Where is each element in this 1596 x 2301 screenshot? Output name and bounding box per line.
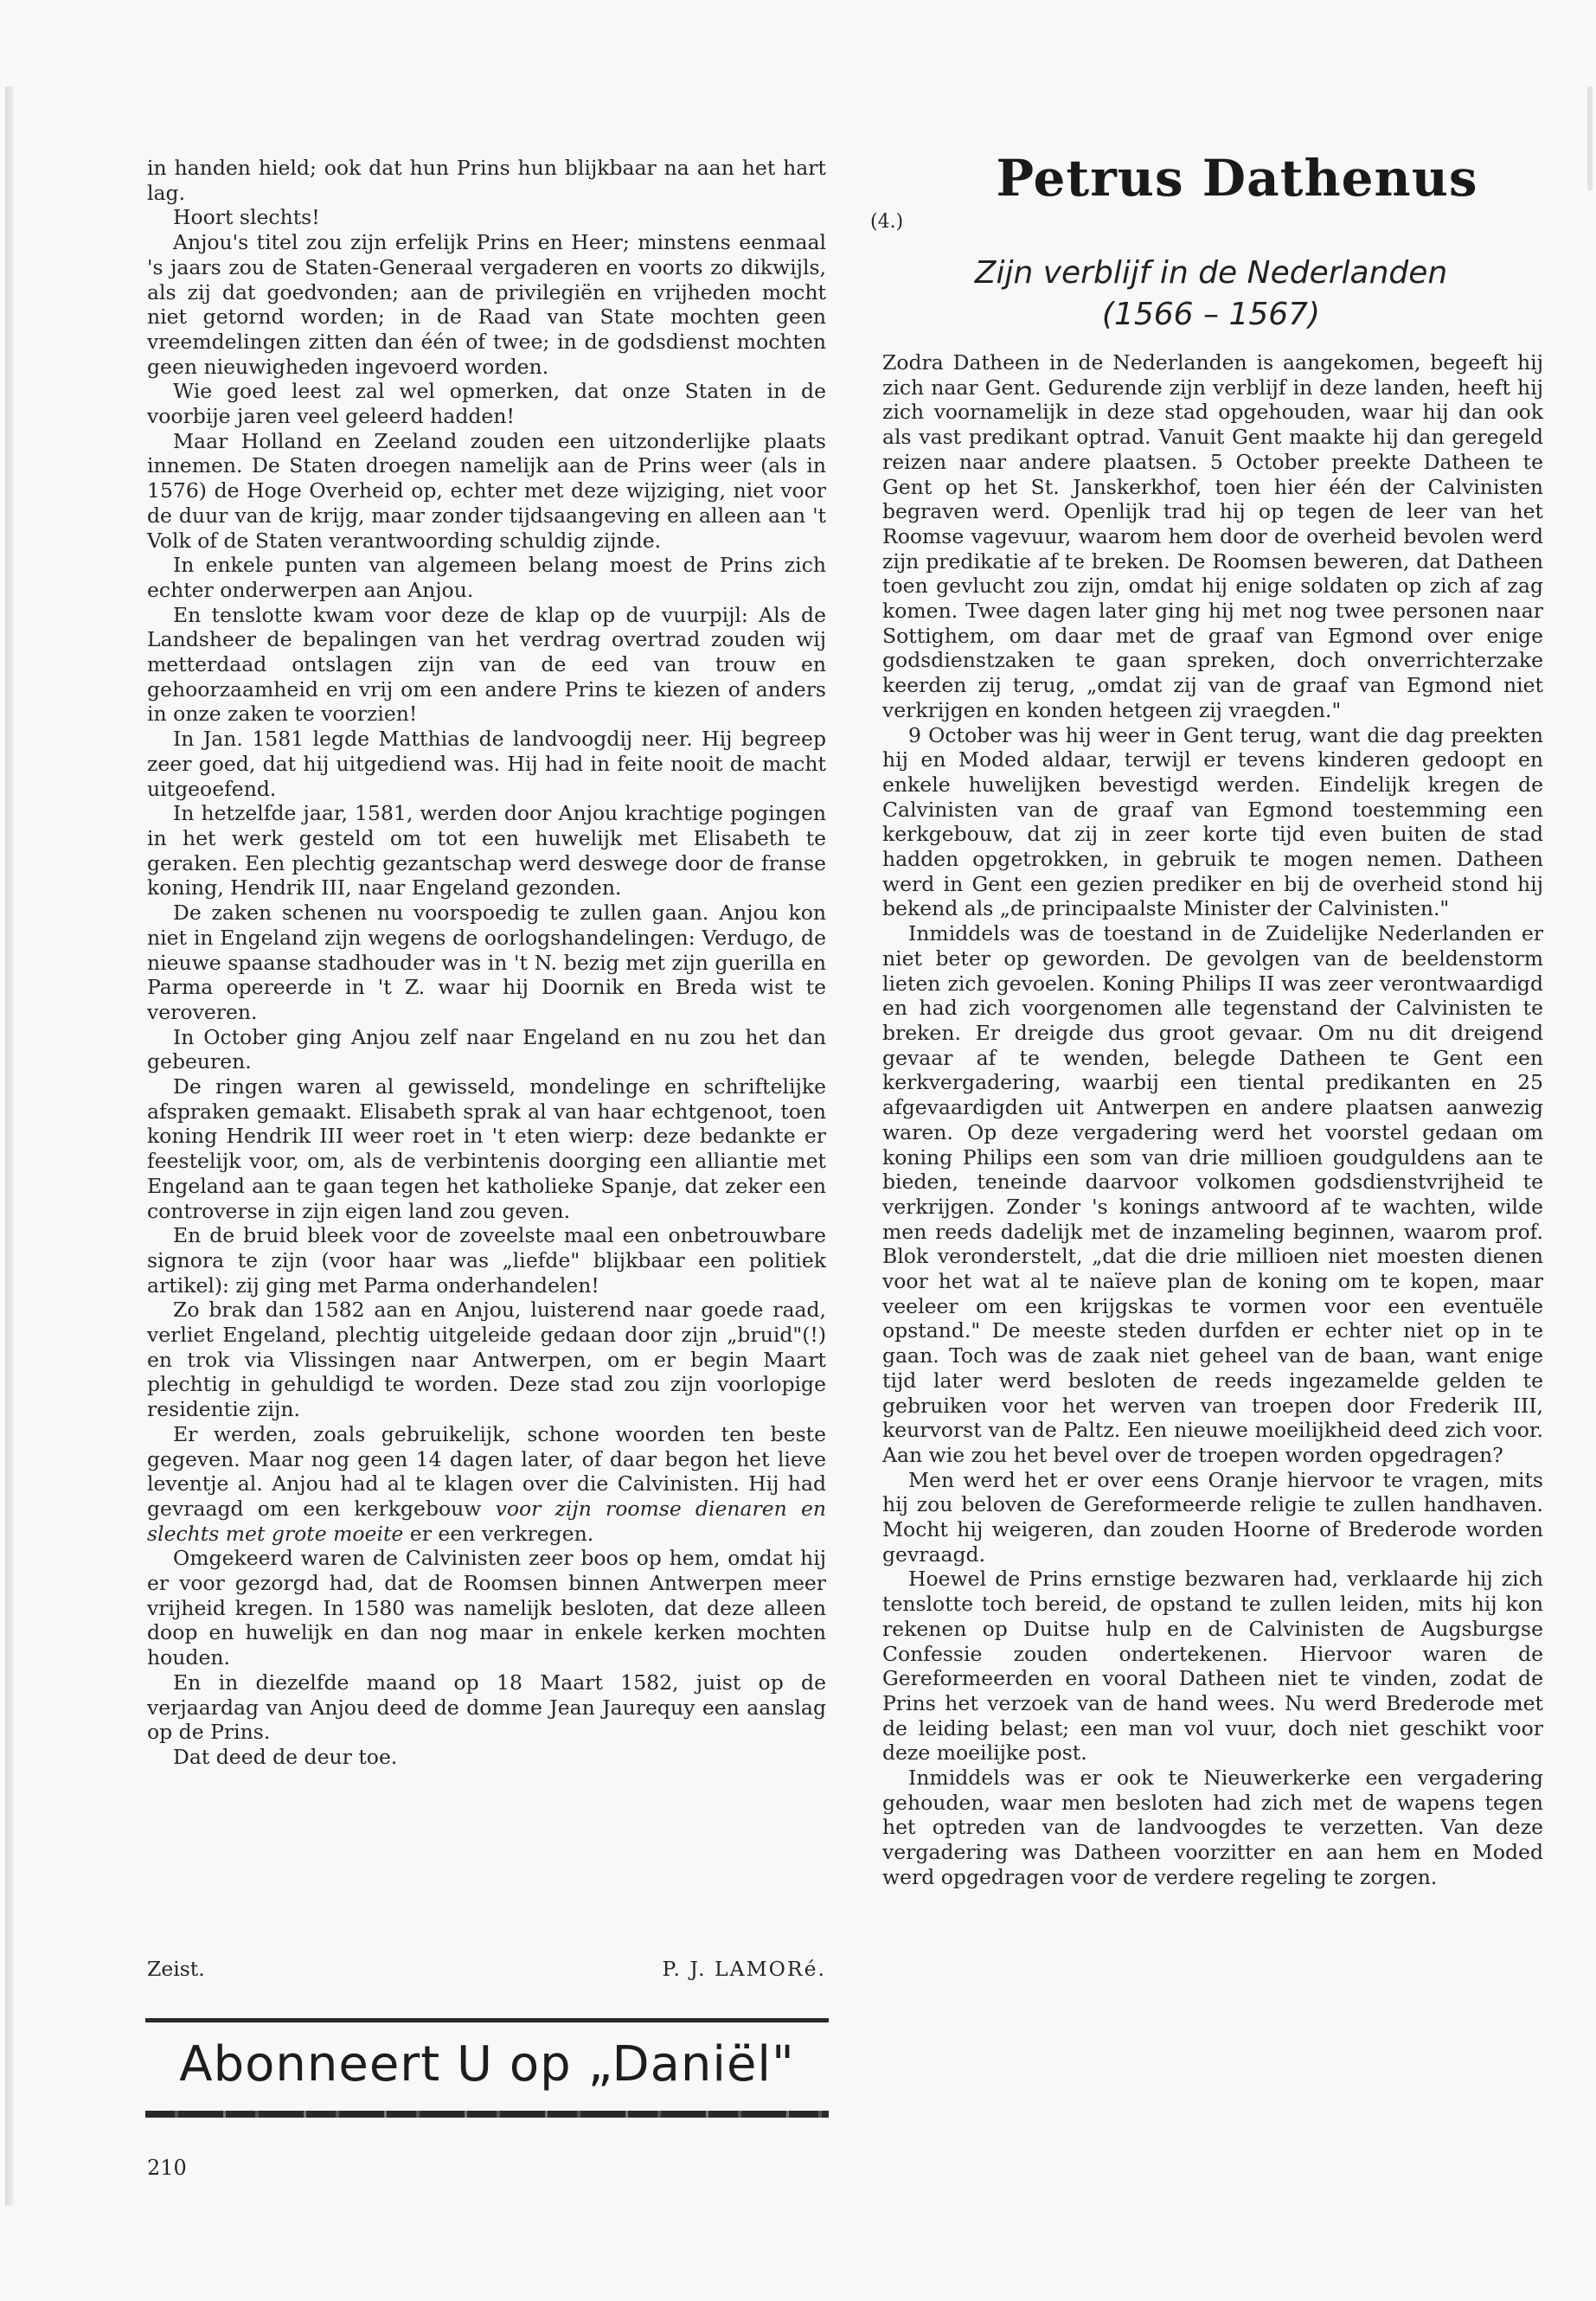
right-paragraph: Men werd het er over eens Oranje hiervoor te vragen, mits hij zou beloven de Gereformeerde religie te zullen handhaven. Mocht hij weigeren, dan zouden Hoorne of Brederode worden gevraagd. [882, 1467, 1543, 1567]
left-paragraph: Zo brak dan 1582 aan en Anjou, luisterend naar goede raad, verliet Engeland, plechtig uitgeleide gedaan door zijn „bruid"(!) en trok via Vlissingen naar Antwerpen, om er begin Maart plechtig in gehuldigd te worden. Deze stad zou zijn voorlopige residentie zijn. [147, 1298, 826, 1422]
left-column [147, 156, 826, 1770]
right-paragraph: Inmiddels was de toestand in de Zuidelijke Nederlanden er niet beter op geworden. De gevolgen van de beeldenstorm lieten zich gevoelen. Koning Philips II was zeer verontwaardigd en had zich voorgenomen alle tegenstand der Calvinisten te breken. Er dreigde dus groot gevaar. Om nu dit dreigend gevaar af te wenden, belegde Datheen te Gent een kerkvergadering, waarbij een tiental predikanten en 25 afgevaardigden uit Antwerpen en andere plaatsen aanwezig waren. Op deze vergadering werd het voorstel gedaan om koning Philips een som van drie millioen goudguldens aan te bieden, teneinde daarvoor volkomen godsdienstvrijheid te verkrijgen. Zonder 's konings antwoord af te wachten, wilde men reeds dadelijk met de inzameling beginnen, waarom prof. Blok veronderstelt, „dat die drie millioen niet moesten dienen voor het wat al te naïeve plan de koning om te kopen, maar veeleer om een krijgskas te vormen voor een eventuële opstand." De meeste steden durfden er echter niet op in te gaan. Toch was de zaak niet geheel van de baan, want enige tijd later werd besloten de reeds ingezamelde gelden te gebruiken voor het werven van troepen door Frederik III, keurvorst van de Paltz. Een nieuwe moeilijkheid deed zich voor. Aan wie zou het bevel over de troepen worden opgedragen? [882, 921, 1543, 1467]
page-number: 210 [147, 2156, 187, 2180]
subtitle-line: (1566 – 1567) [1101, 297, 1321, 332]
advert-text: Abonneert U op „Daniël" [179, 2036, 795, 2093]
left-paragraph: En de bruid bleek voor de zoveelste maal een onbetrouwbare signora te zijn (voor haar was „liefde" blijkbaar een politiek artikel): zij ging met Parma onderhandelen! [147, 1223, 826, 1298]
left-paragraph: In enkele punten van algemeen belang moest de Prins zich echter onderwerpen aan Anjou. [147, 553, 826, 602]
left-paragraph: In hetzelfde jaar, 1581, werden door Anjou krachtige pogingen in het werk gesteld om tot een huwelijk met Elisabeth te geraken. Een plechtig gezantschap werd deswege door de franse koning, Hendrik III, naar Engeland gezonden. [147, 801, 826, 901]
left-paragraph: De ringen waren al gewisseld, mondelinge en schriftelijke afspraken gemaakt. Elisabeth sprak al van haar echtgenoot, toen koning Hendrik III weer roet in 't eten wierp: deze bedankte er feestelijk voor, om, als de verbintenis doorging een alliantie met Engeland aan te gaan tegen het katholieke Spanje, dat zeker een controverse in zijn eigen land zou geven. [147, 1074, 826, 1223]
left-paragraph: Omgekeerd waren de Calvinisten zeer boos op hem, omdat hij er voor gezorgd had, dat de Roomsen binnen Antwerpen meer vrijheid kregen. In 1580 was namelijk besloten, dat deze alleen doop en huwelijk en dan nog maar in enkele kerken mochten houden. [147, 1546, 826, 1670]
place-name: Zeist. [147, 1957, 205, 1981]
subtitle-line: Zijn verblijf in de Nederlanden [974, 255, 1448, 291]
scan-edge-right [1587, 87, 1593, 190]
right-paragraph: Inmiddels was er ook te Nieuwerkerke een vergadering gehouden, waar men besloten had zich met de wapens tegen het optreden van de landvoogdes te verzetten. Van deze vergadering was Datheen voorzitter en aan hem en Moded werd opgedragen voor de verdere regeling te zorgen. [882, 1766, 1543, 1889]
left-paragraph: De zaken schenen nu voorspoedig te zullen gaan. Anjou kon niet in Engeland zijn wegens de oorlogshandelingen: Verdugo, de nieuwe spaanse stadhouder was in 't N. bezig met zijn guerilla en Parma opereerde in 't Z. waar hij Doornik en Breda wist te veroveren. [147, 901, 826, 1024]
series-number: (4.) [870, 211, 904, 233]
left-paragraph-mixed [147, 1422, 826, 1547]
text-run: er een verkregen. [409, 1521, 594, 1546]
left-paragraph: Maar Holland en Zeeland zouden een uitzonderlijke plaats innemen. De Staten droegen namelijk aan de Prins weer (als in 1576) de Hoge Overheid op, echter met deze wijziging, niet voor de duur van de krijg, maar zonder tijdsaangeving en alleen aan 't Volk of de Staten verantwoording schuldig zijnde. [147, 428, 826, 553]
left-paragraph: En tenslotte kwam voor deze de klap op de vuurpijl: Als de Landsheer de bepalingen van het verdrag overtrad zouden wij metterdaad ontslagen zijn van de eed van trouw en gehoorzaamheid en vrij om een andere Prins te kiezen of anders in onze zaken te voorzien! [147, 602, 826, 727]
text-run: Er werden, zoals gebruikelijk, schone woorden ten beste gegeven. Maar nog geen 14 dagen later, of daar begon het lieve leventje al. Anjou had al te klagen over die Calvinisten. Hij had gevraagd om een kerkgebouw [147, 1421, 826, 1521]
italic-text-run: voor zijn roomse dienaren en slechts met grote moeite [147, 1496, 826, 1546]
signature-line [147, 1957, 826, 1981]
article-title: Petrus Dathenus [996, 149, 1478, 208]
left-paragraph: Wie goed leest zal wel opmerken, dat onze Staten in de voorbije jaren veel geleerd hadden! [147, 379, 826, 429]
left-paragraph: En in diezelfde maand op 18 Maart 1582, juist op de verjaardag van Anjou deed de domme Jean Jaurequy een aanslag op de Prins. [147, 1670, 826, 1745]
right-column [882, 350, 1543, 1890]
left-paragraph: Anjou's titel zou zijn erfelijk Prins en Heer; minstens eenmaal 's jaars zou de Staten-Generaal vergaderen en voorts zo dikwijls, als zij dat goedvonden; aan de privilegiën en vrijheden mocht niet getornd worden; in de Raad van State mochten geen vreemdelingen zitten dan één of twee; in de godsdienst mochten geen nieuwigheden ingevoerd worden. [147, 230, 826, 379]
scan-edge-left [5, 87, 14, 2206]
left-paragraph: In Jan. 1581 legde Matthias de landvoogdij neer. Hij begreep zeer goed, dat hij uitgediend was. Hij had in feite nooit de macht uitgeoefend. [147, 727, 826, 801]
right-paragraph: Hoewel de Prins ernstige bezwaren had, verklaarde hij zich tenslotte toch bereid, de opstand te zullen leiden, mits hij kon rekenen op Duitse hulp en de Calvinisten de Augsburgse Confessie zouden ondertekenen. Hiervoor waren de Gereformeerden en vooral Datheen niet te vinden, zodat de Prins het verzoek van de hand wees. Nu werd Brederode met de leiding belast; een man vol vuur, doch niet geschikt voor deze moeilijke post. [882, 1567, 1543, 1766]
left-paragraph: in handen hield; ook dat hun Prins hun blijkbaar na aan het hart lag. [147, 156, 826, 205]
article-subtitle [874, 253, 1548, 336]
advert-rule-bottom [145, 2111, 829, 2118]
advert-rule-top [145, 2018, 829, 2022]
left-paragraph: Dat deed de deur toe. [173, 1745, 398, 1769]
right-paragraph: 9 October was hij weer in Gent terug, want die dag preekten hij en Moded aldaar, terwijl er tevens kinderen gedoopt en enkele huwelijken bevestigd werden. Eindelijk kregen de Calvinisten van de graaf van Egmond toestemming een kerkgebouw, dat zij in zeer korte tijd even buiten de stad hadden opgetrokken, in gebruik te mogen nemen. Datheen werd in Gent een gezien prediker en bij de overheid stond hij bekend als „de principaalste Minister der Calvinisten." [882, 722, 1543, 921]
right-paragraph: Zodra Datheen in de Nederlanden is aangekomen, begeeft hij zich naar Gent. Gedurende zijn verblijf in deze landen, heeft hij zich voornamelijk in deze stad opgehouden, waar hij dan ook als vast predikant optrad. Vanuit Gent maakte hij dan geregeld reizen naar andere plaatsen. 5 October preekte Datheen te Gent op het St. Janskerkhof, toen hier één der Calvinisten begraven werd. Openlijk trad hij op tegen de leer van het Roomse vagevuur, waarom hem door de overheid bevolen werd zijn predikatie af te breken. De Roomsen beweren, dat Datheen toen gevlucht zou zijn, omdat hij enige soldaten op zich af zag komen. Twee dagen later ging hij met nog twee personen naar Sottighem, om daar met de graaf van Egmond over enige godsdienstzaken te gaan spreken, doch onverrichterzake keerden zij terug, „omdat zij van de graaf van Egmond niet verkrijgen en konden hetgeen zij vraegden." [882, 350, 1543, 722]
left-paragraph: In October ging Anjou zelf naar Engeland en nu zou het dan gebeuren. [147, 1024, 826, 1074]
author-name: P. J. LAMORé. [662, 1957, 826, 1981]
left-paragraph: Hoort slechts! [173, 205, 320, 230]
